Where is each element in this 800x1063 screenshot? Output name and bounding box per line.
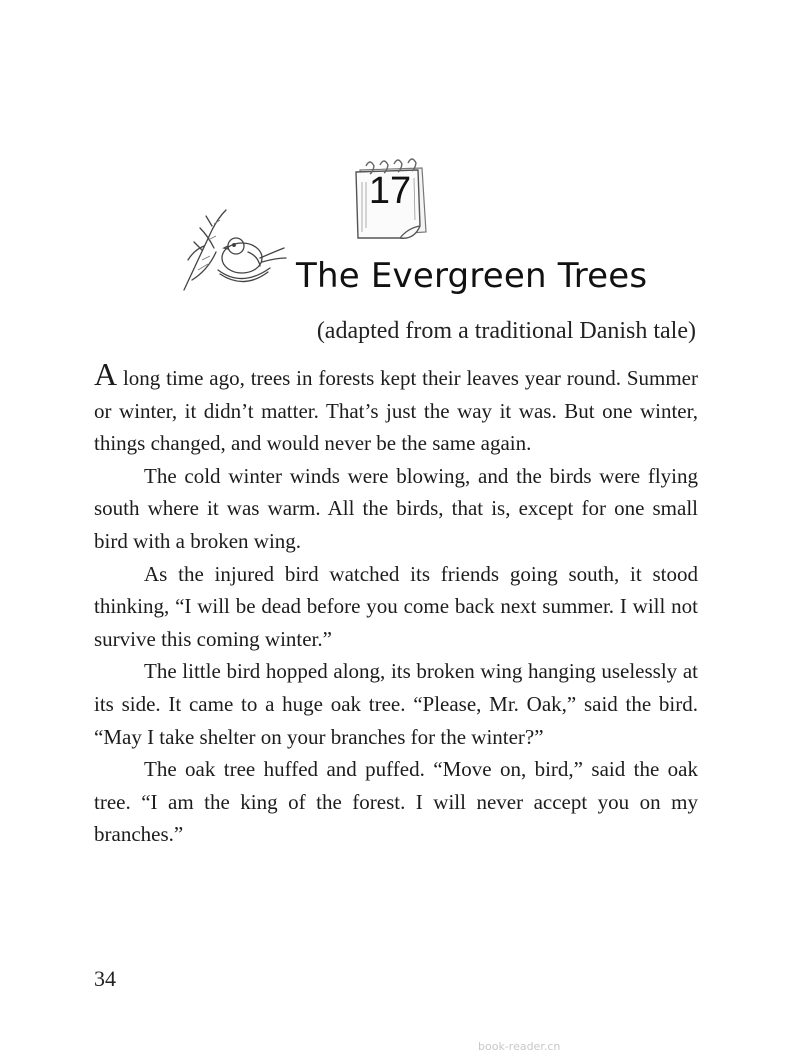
- paragraph-text: long time ago, trees in forests kept their leaves year round. Summer or winter, it didn’t matter. That’s just the way it was. But one winter, things changed, and would never be the same again.: [94, 366, 698, 456]
- watermark-text: book-reader.cn: [478, 1040, 561, 1053]
- chapter-subtitle: (adapted from a traditional Danish tale): [316, 318, 696, 344]
- drop-cap-letter: A: [94, 356, 118, 392]
- story-paragraph: The oak tree huffed and puffed. “Move on, bird,” said the oak tree. “I am the king of the forest. I will never accept you on my branches.”: [94, 757, 698, 847]
- page-number: 34: [94, 966, 116, 991]
- story-paragraph: The cold winter winds were blowing, and the birds were flying south where it was warm. All the birds, that is, except for one small bird with a broken wing.: [94, 463, 698, 553]
- story-paragraph: The little bird hopped along, its broken wing hanging uselessly at its side. It came to a huge oak tree. “Please, Mr. Oak,” said the bird. “May I take shelter on your branches for the winter?”: [94, 659, 698, 749]
- story-paragraph: [94, 358, 698, 460]
- chapter-title: The Evergreen Trees: [296, 256, 648, 296]
- story-paragraph: As the injured bird watched its friends going south, it stood thinking, “I will be dead before you come back next summer. I will not survive this coming winter.”: [94, 561, 698, 651]
- story-body: [94, 358, 698, 851]
- bird-in-branches-illustration: [178, 200, 290, 295]
- chapter-number: 17: [368, 170, 412, 212]
